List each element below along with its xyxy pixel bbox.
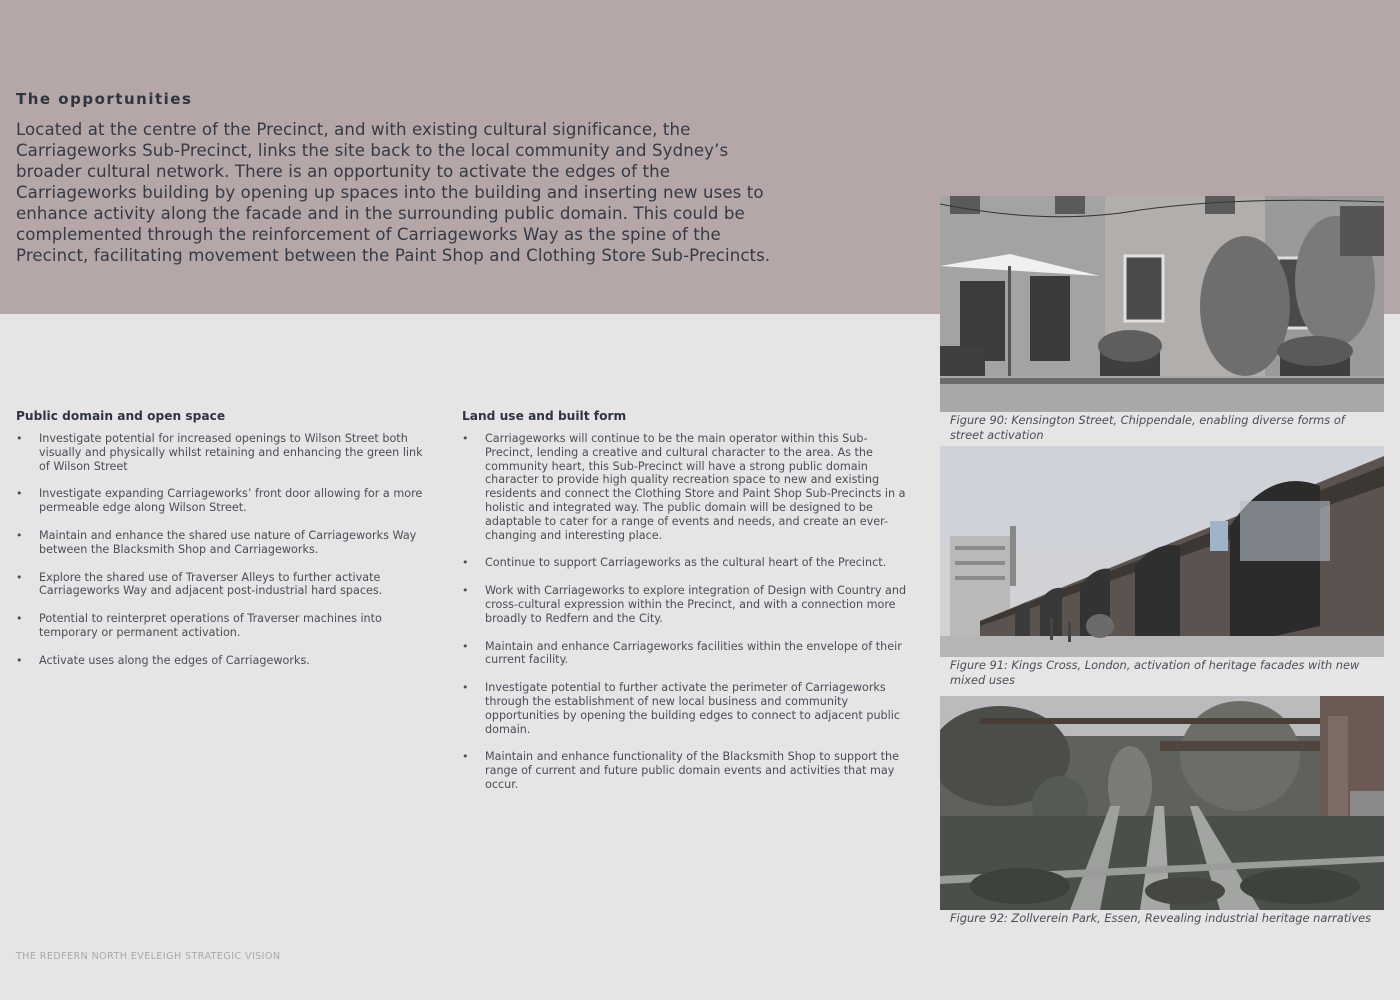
list-item [462, 681, 908, 736]
intro-paragraph: Located at the centre of the Precinct, and with existing cultural significance, the Carriageworks Sub-Precinct, links the site back to the local community and Sydney’s broader cultural network. There is an opportunity to activate the edges of the Carriageworks building by opening up spaces into the building and inserting new uses to enhance activity along the facade and in the surrounding public domain. This could be complemented through the reinforcement of Carriageworks Way as the spine of the Precinct, facilitating movement between the Paint Shop and Clothing Store Sub-Precincts. [16, 120, 771, 265]
bullet-icon: • [16, 432, 23, 445]
list-item [462, 640, 908, 668]
list-item [16, 529, 428, 557]
bullet-icon: • [462, 432, 469, 445]
list-item-text: Explore the shared use of Traverser Alleys to further activate Carriageworks Way and adjacent post-industrial hard spaces. [39, 570, 383, 598]
list-item-text: Investigate expanding Carriageworks’ front door allowing for a more permeable edge along Wilson Street. [39, 487, 423, 515]
list-item [462, 556, 908, 570]
figure-caption: Figure 92: Zollverein Park, Essen, Revealing industrial heritage narratives [950, 911, 1372, 925]
list-item-text: Maintain and enhance the shared use nature of Carriageworks Way between the Blacksmith Shop and Carriageworks. [39, 528, 417, 556]
bullet-icon: • [16, 570, 23, 584]
land-use-column [462, 409, 908, 806]
bullet-icon: • [462, 584, 469, 598]
bullet-icon: • [16, 653, 23, 667]
list-item-text: Activate uses along the edges of Carriageworks. [39, 653, 310, 667]
list-item [16, 571, 428, 599]
bullet-icon: • [16, 528, 23, 542]
figure-caption: Figure 91: Kings Cross, London, activation of heritage facades with new mixed uses [950, 658, 1360, 687]
figure-caption: Figure 90: Kensington Street, Chippendale, enabling diverse forms of street activation [950, 413, 1345, 442]
public-domain-list [16, 432, 428, 668]
land-use-heading: Land use and built form [462, 409, 627, 423]
list-item-text: Potential to reinterpret operations of Traverser machines into temporary or permanent activation. [39, 612, 382, 639]
figure-90 [940, 196, 1384, 443]
public-domain-column [16, 409, 428, 682]
zollverein-park-photo [940, 696, 1384, 910]
bullet-icon: • [462, 750, 469, 764]
list-item [462, 750, 908, 791]
kensington-street-photo [940, 196, 1384, 412]
list-item [16, 432, 428, 473]
bullet-icon: • [462, 681, 469, 695]
bullet-icon: • [16, 612, 23, 626]
list-item [16, 654, 428, 668]
list-item-text: Maintain and enhance Carriageworks facilities within the envelope of their current facility. [485, 639, 902, 667]
list-item [462, 584, 908, 625]
bullet-icon: • [16, 487, 23, 501]
list-item-text: Continue to support Carriageworks as the cultural heart of the Precinct. [485, 556, 887, 570]
footer-text: THE REDFERN NORTH EVELEIGH STRATEGIC VISION [16, 951, 281, 962]
land-use-list [462, 432, 908, 792]
figure-91 [940, 446, 1384, 688]
bullet-icon: • [462, 639, 469, 653]
figure-92 [940, 696, 1384, 926]
list-item-text: Carriageworks will continue to be the main operator within this Sub-Precinct, lending a creative and cultural character to the area. As the community heart, this Sub-Precinct will have a strong public domain character to provide high quality recreation space to new and existing residents and connect the Clothing Store and Paint Shop Sub-Precincts in a holistic and integrated way. The public domain will be designed to be adaptable to cater for a range of events and needs, and create an ever-changing and interesting place. [485, 432, 906, 542]
list-item-text: Investigate potential to further activate the perimeter of Carriageworks through the establishment of new local business and community opportunities by opening the building edges to connect to adjacent public domain. [485, 681, 900, 736]
list-item [16, 487, 428, 515]
list-item-text: Maintain and enhance functionality of the Blacksmith Shop to support the range of current and future public domain events and activities that may occur. [485, 750, 899, 791]
list-item [462, 432, 908, 542]
list-item [16, 612, 428, 640]
list-item-text: Work with Carriageworks to explore integration of Design with Country and cross-cultural expression within the Precinct, and with a connection more broadly to Redfern and the City. [485, 584, 907, 625]
bullet-icon: • [462, 556, 469, 570]
section-heading: The opportunities [16, 90, 193, 108]
public-domain-heading: Public domain and open space [16, 409, 226, 423]
kings-cross-photo [940, 446, 1384, 657]
list-item-text: Investigate potential for increased openings to Wilson Street both visually and physically whilst retaining and enhancing the green link of Wilson Street [39, 432, 423, 473]
